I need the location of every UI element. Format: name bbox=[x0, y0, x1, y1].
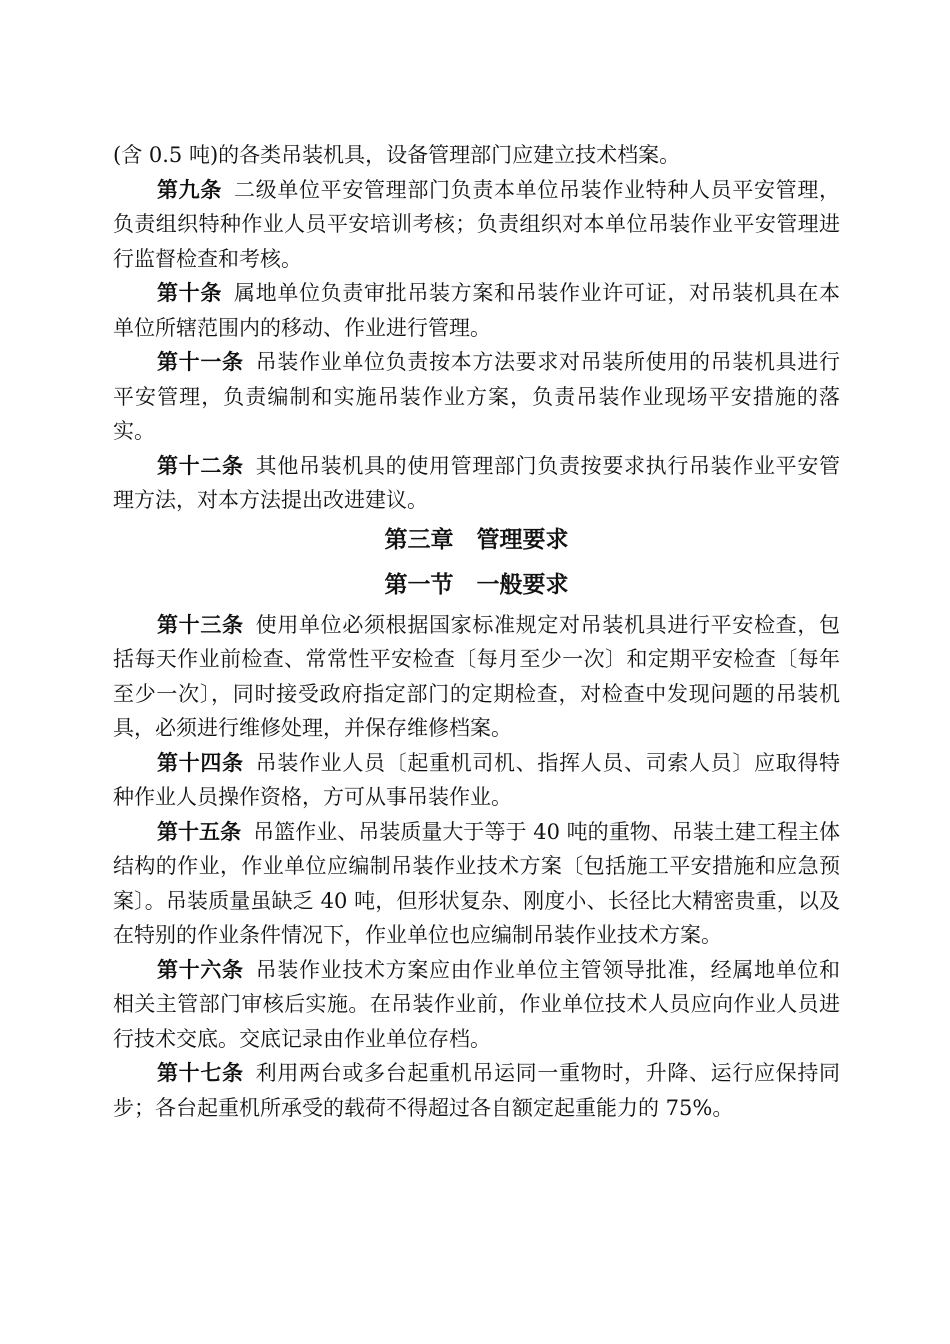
article-text: 吊装作业人员〔起重机司机、指挥人员、司索人员〕应取得特种作业人员操作资格，方可从事吊装作业。 bbox=[113, 750, 841, 809]
article-number: 第十七条 bbox=[157, 1061, 244, 1085]
article-16 bbox=[113, 953, 840, 1057]
article-text: 使用单位必须根据国家标准规定对吊装机具进行平安检查，包括每天作业前检查、常常性平安检查〔每月至少一次〕和定期平安检查〔每年至少一次〕，同时接受政府指定部门的定期检查，对检查中发现问题的吊装机具，必须进行维修处理，并保存维修档案。 bbox=[113, 612, 841, 740]
article-13 bbox=[113, 608, 840, 746]
article-number: 第十三条 bbox=[157, 612, 244, 637]
article-14 bbox=[113, 746, 840, 815]
article-number: 第九条 bbox=[157, 177, 222, 202]
article-number: 第十条 bbox=[157, 281, 222, 305]
article-9 bbox=[113, 173, 840, 277]
article-11 bbox=[113, 345, 840, 449]
article-10 bbox=[113, 276, 840, 345]
article-number: 第十六条 bbox=[157, 957, 244, 982]
article-text: 属地单位负责审批吊装方案和吊装作业许可证，对吊装机具在本单位所辖范围内的移动、作业进行管理。 bbox=[113, 281, 840, 340]
article-text: 吊装作业技术方案应由作业单位主管领导批准，经属地单位和相关主管部门审核后实施。在吊装作业前，作业单位技术人员应向作业人员进行技术交底。交底记录由作业单位存档。 bbox=[113, 957, 841, 1051]
article-12 bbox=[113, 449, 840, 518]
article-text: 二级单位平安管理部门负责本单位吊装作业特种人员平安管理，负责组织特种作业人员平安培训考核；负责组织对本单位吊装作业平安管理进行监督检查和考核。 bbox=[113, 177, 840, 271]
chapter-heading: 第三章 管理要求 bbox=[384, 526, 569, 553]
article-text: 利用两台或多台起重机吊运同一重物时，升降、运行应保持同步；各台起重机所承受的载荷不得超过各自额定起重能力的 75%。 bbox=[113, 1061, 841, 1120]
paragraph-continuation bbox=[113, 138, 840, 173]
article-number: 第十四条 bbox=[157, 750, 244, 775]
article-text: 其他吊装机具的使用管理部门负责按要求执行吊装作业平安管理方法，对本方法提出改进建议。 bbox=[113, 453, 841, 512]
article-15 bbox=[113, 815, 840, 953]
article-text: 吊篮作业、吊装质量大于等于 40 吨的重物、吊装土建工程主体结构的作业，作业单位应编制吊装作业技术方案〔包括施工平安措施和应急预案〕。吊装质量虽缺乏 40 吨，但形状复杂、刚度小、长径比大精密贵重，以及在特别的作业条件情况下，作业单位也应编制吊装作业技术方案。 bbox=[113, 819, 840, 947]
section-heading: 第一节 一般要求 bbox=[384, 571, 569, 598]
article-text: 吊装作业单位负责按本方法要求对吊装所使用的吊装机具进行平安管理，负责编制和实施吊装作业方案，负责吊装作业现场平安措施的落实。 bbox=[113, 350, 841, 443]
article-number: 第十一条 bbox=[157, 350, 244, 374]
article-number: 第十五条 bbox=[157, 819, 242, 844]
article-number: 第十二条 bbox=[157, 453, 244, 478]
article-17 bbox=[113, 1056, 840, 1125]
paragraph-text: (含 0.5 吨)的各类吊装机具，设备管理部门应建立技术档案。 bbox=[113, 143, 681, 167]
document-page bbox=[113, 138, 840, 1125]
